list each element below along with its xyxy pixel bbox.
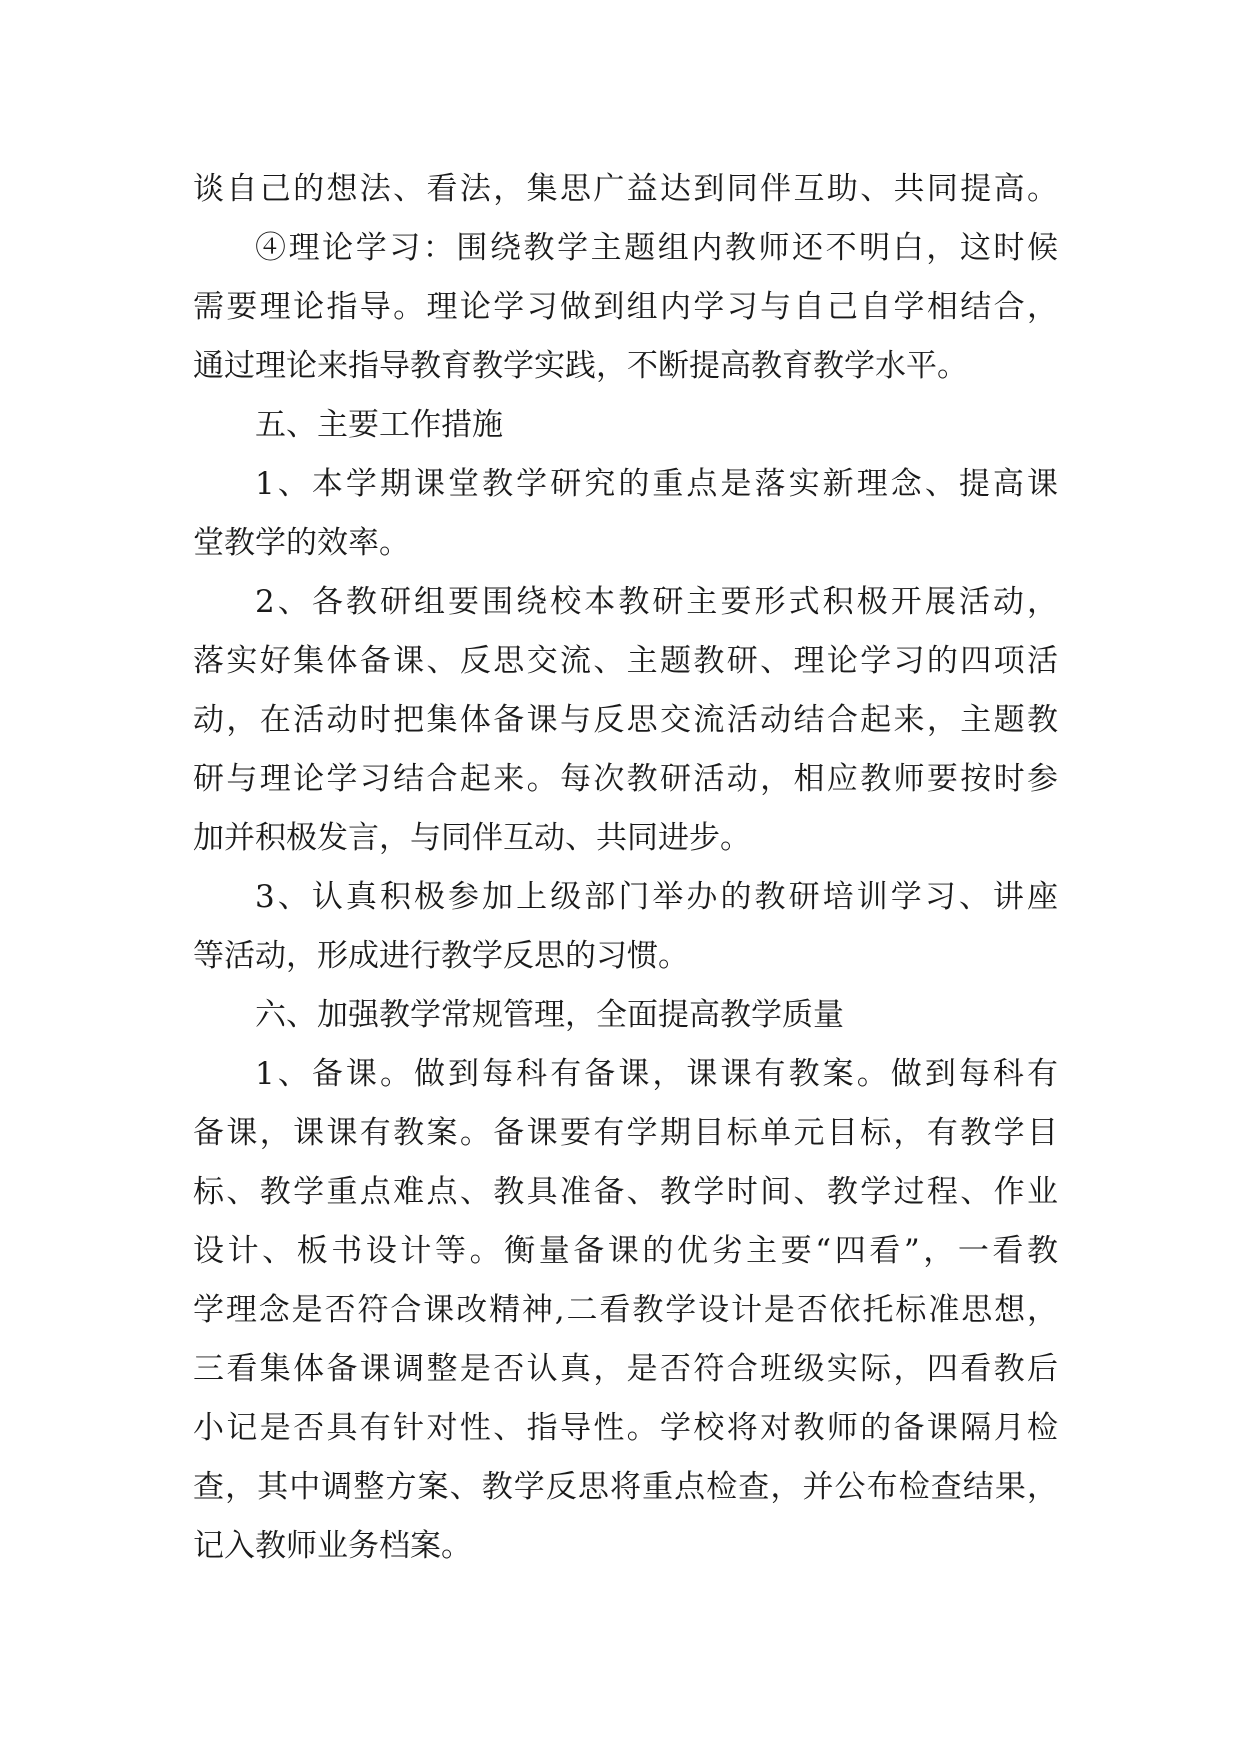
- text-line: 1、本学期课堂教学研究的重点是落实新理念、提高课: [255, 466, 1058, 502]
- text-line: 备课，课课有教案。备课要有学期目标单元目标，有教学目: [193, 1115, 1058, 1151]
- text-line: 需要理论指导。理论学习做到组内学习与自己自学相结合，: [193, 289, 1058, 325]
- text-line: 标、教学重点难点、教具准备、教学时间、教学过程、作业: [193, 1174, 1058, 1210]
- text-line: 落实好集体备课、反思交流、主题教研、理论学习的四项活: [193, 643, 1058, 679]
- text-line: 记入教师业务档案。: [193, 1528, 472, 1564]
- text-line: 2、各教研组要围绕校本教研主要形式积极开展活动，: [255, 584, 1058, 620]
- text-line: 设计、板书设计等。衡量备课的优劣主要“四看”，一看教: [193, 1233, 1058, 1269]
- text-line: 等活动，形成进行教学反思的习惯。: [193, 938, 689, 974]
- text-line: 小记是否具有针对性、指导性。学校将对教师的备课隔月检: [193, 1410, 1058, 1446]
- section-heading: 五、主要工作措施: [255, 407, 503, 443]
- text-line: 加并积极发言，与同伴互动、共同进步。: [193, 820, 751, 856]
- section-heading: 六、加强教学常规管理，全面提高教学质量: [255, 997, 844, 1033]
- text-line: ④理论学习：围绕教学主题组内教师还不明白，这时候: [255, 230, 1058, 266]
- text-line: 1、备课。做到每科有备课，课课有教案。做到每科有: [255, 1056, 1058, 1092]
- text-line: 动，在活动时把集体备课与反思交流活动结合起来，主题教: [193, 702, 1058, 738]
- text-line: 研与理论学习结合起来。每次教研活动，相应教师要按时参: [193, 761, 1058, 797]
- text-line: 谈自己的想法、看法，集思广益达到同伴互助、共同提高。: [193, 171, 1058, 207]
- document-body: [193, 160, 1058, 1576]
- text-line: 三看集体备课调整是否认真，是否符合班级实际，四看教后: [193, 1351, 1058, 1387]
- text-line: 3、认真积极参加上级部门举办的教研培训学习、讲座: [255, 879, 1058, 915]
- text-line: 堂教学的效率。: [193, 525, 410, 561]
- text-line: 学理念是否符合课改精神,二看教学设计是否依托标准思想，: [193, 1292, 1058, 1328]
- text-line: 查，其中调整方案、教学反思将重点检查，并公布检查结果，: [193, 1469, 1058, 1505]
- text-line: 通过理论来指导教育教学实践，不断提高教育教学水平。: [193, 348, 968, 384]
